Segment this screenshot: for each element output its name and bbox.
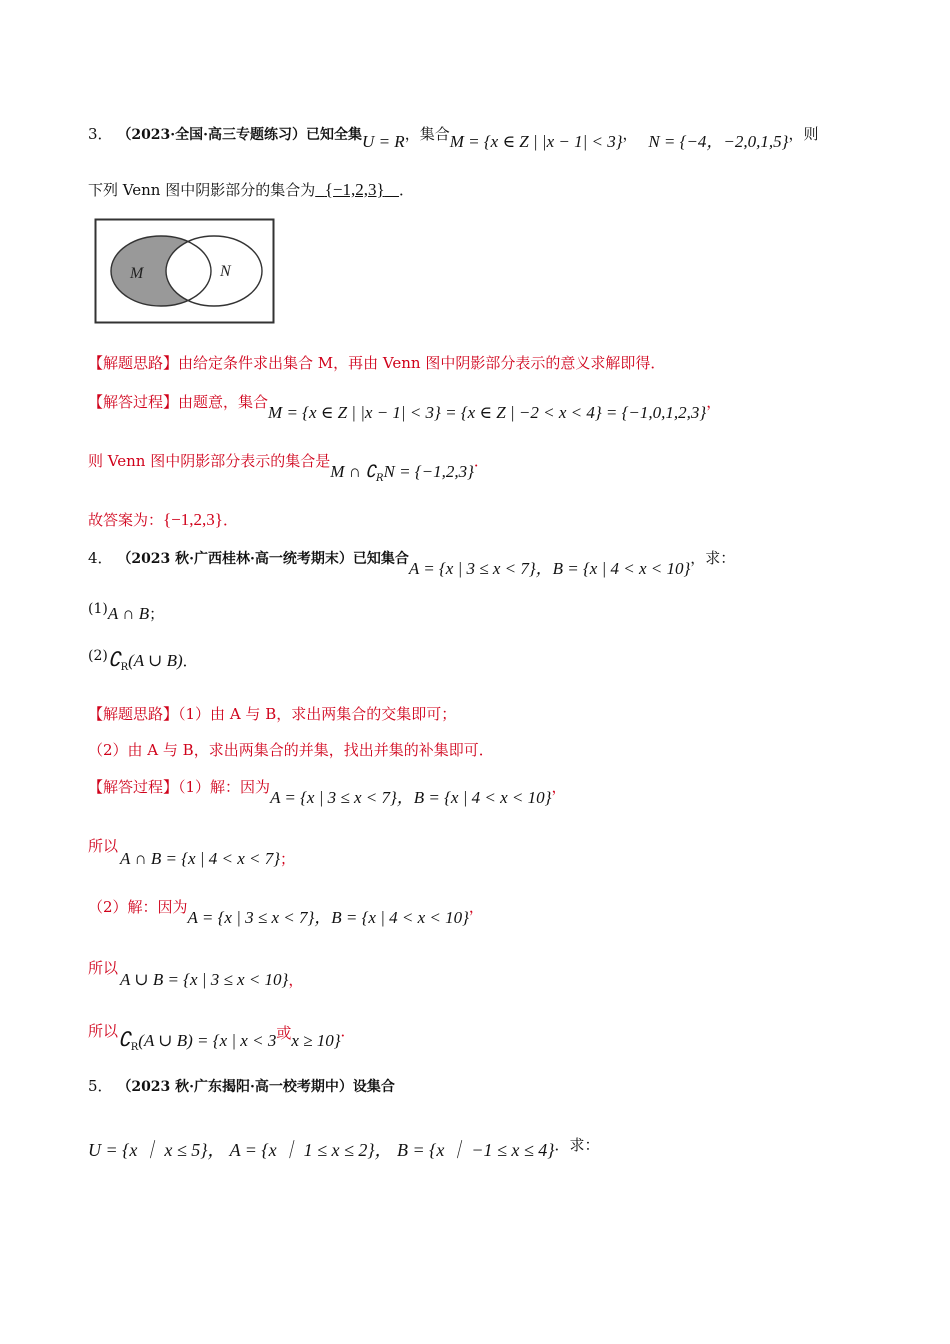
idea-label: 【解题思路】 (88, 705, 179, 723)
text-tail: ，求： (690, 549, 736, 567)
problem4-process1 (88, 777, 567, 807)
idea-text: （2）由 A 与 B，求出两集合的并集，找出并集的补集即可． (88, 741, 494, 759)
math-sets-ab: A = {x | 3 ≤ x < 7}，B = {x | 4 < x < 10} (408, 559, 691, 578)
problem4-q1 (88, 601, 165, 625)
problem4-idea1 (88, 704, 456, 724)
process-math: A = {x | 3 ≤ x < 7}，B = {x | 4 < x < 10} (187, 908, 469, 927)
shade-subscript: R (375, 473, 384, 484)
answer-math: {−1,2,3} (324, 180, 385, 199)
punctuation: ， (468, 898, 484, 916)
so3-formula (118, 1029, 277, 1053)
shade-formula (330, 462, 474, 484)
answer-text: 故答案为： (88, 511, 164, 529)
shade-math2: N = {−1,2,3} (383, 462, 474, 481)
punctuation: ； (280, 850, 296, 868)
shade-math: M ∩ ∁ (330, 462, 376, 481)
idea-text: 由给定条件求出集合 M，再由 Venn 图中阴影部分表示的意义求解即得． (178, 354, 666, 372)
problem-number: 3． (88, 125, 113, 143)
so-subscript: R (130, 1042, 139, 1053)
problem3-idea (88, 353, 665, 373)
problem3-answer (88, 510, 238, 530)
venn-label-n: N (220, 263, 231, 280)
problem3-process (88, 392, 722, 422)
process-math: A = {x | 3 ≤ x < 7}，B = {x | 4 < x < 10} (270, 788, 552, 807)
question-label: (1) (88, 601, 108, 617)
idea-text: （1）由 A 与 B，求出两集合的交集即可； (178, 705, 457, 723)
problem-number: 5． (88, 1077, 113, 1095)
answer-blank (315, 181, 399, 199)
problem4-so3 (88, 1020, 356, 1053)
process-text: （2）解：因为 (88, 898, 188, 916)
question-math: ∁ (107, 649, 121, 671)
punctuation: ， (622, 125, 638, 143)
punctuation: ， (288, 971, 304, 989)
problem3-line2 (88, 180, 414, 200)
process-text: 由题意，集合 (178, 393, 269, 411)
text-or: 或 (276, 1024, 292, 1042)
problem-source: （2023 秋·广东揭阳·高一校考期中）设集合 (117, 1079, 395, 1095)
process-label: 【解答过程】 (88, 393, 179, 411)
punctuation: ． (473, 452, 489, 470)
text-tail: ．求： (554, 1136, 600, 1154)
punctuation: ， (404, 125, 420, 143)
process-text: （1）解：因为 (178, 778, 271, 796)
so-text: 所以 (88, 1022, 119, 1040)
text-tail: ，则 (788, 125, 819, 143)
question-math: A ∩ B (107, 604, 150, 623)
punctuation: ． (340, 1022, 356, 1040)
process-math: M = {x ∈ Z | |x − 1| < 3} = {x ∈ Z | −2 < x < 4} = {−1,0,1,2,3} (268, 403, 707, 422)
so-math3: x ≥ 10} (291, 1031, 341, 1050)
punctuation: ． (398, 181, 414, 199)
punctuation: ． (182, 652, 198, 670)
math-sets-uab: U = {x ｜ x ≤ 5}， A = {x ｜ 1 ≤ x ≤ 2}， B = {x ｜ −1 ≤ x ≤ 4} (88, 1140, 555, 1160)
problem4-process2 (88, 897, 484, 927)
problem-source: （2023 秋·广西桂林·高一统考期末）已知集合 (117, 551, 409, 567)
text-set: 集合 (419, 125, 450, 143)
venn-label-m: M (130, 265, 144, 282)
problem4-so2 (88, 958, 118, 978)
problem4-idea2 (88, 740, 494, 760)
problem4-so1 (88, 836, 118, 856)
problem4-q2 (88, 650, 198, 678)
math-set-n: N = {−4，−2,0,1,5} (648, 132, 789, 151)
so-text: 所以 (88, 837, 119, 855)
problem-source: （2023·全国·高三专题练习）已知全集 (117, 127, 363, 143)
question-label: (2) (88, 648, 108, 664)
venn-circle-n (166, 236, 262, 306)
problem4-line1 (88, 548, 736, 578)
problem4-so2-formula (120, 970, 303, 990)
question-subscript: R (120, 662, 129, 673)
problem5-line2 (88, 1136, 600, 1161)
so-math2: (A ∪ B) = {x | x < 3 (138, 1031, 277, 1050)
math-set-m: M = {x ∈ Z | |x − 1| < 3} (449, 132, 623, 151)
problem3-line1 (88, 124, 819, 151)
punctuation: ． (222, 511, 238, 529)
question-text: 下列 Venn 图中阴影部分的集合为 (88, 181, 316, 199)
venn-diagram (94, 218, 276, 324)
problem-number: 4． (88, 549, 113, 567)
answer-math: {−1,2,3} (163, 510, 223, 529)
punctuation: ； (149, 605, 165, 623)
question-math2: (A ∪ B) (128, 651, 183, 670)
idea-label: 【解题思路】 (88, 354, 179, 372)
punctuation: ， (551, 778, 567, 796)
so-math: ∁ (118, 1029, 131, 1051)
math-universal-set: U = R (362, 132, 405, 151)
process-label: 【解答过程】 (88, 778, 179, 796)
so-math: A ∪ B = {x | 3 ≤ x < 10} (120, 970, 289, 989)
shade-text: 则 Venn 图中阴影部分表示的集合是 (88, 452, 331, 470)
problem3-shade (88, 451, 489, 484)
so-text: 所以 (88, 959, 119, 977)
problem5-line1 (88, 1076, 395, 1097)
so-math: A ∩ B = {x | 4 < x < 7} (120, 849, 281, 868)
punctuation: ， (706, 393, 722, 411)
problem4-so1-formula (120, 849, 295, 869)
